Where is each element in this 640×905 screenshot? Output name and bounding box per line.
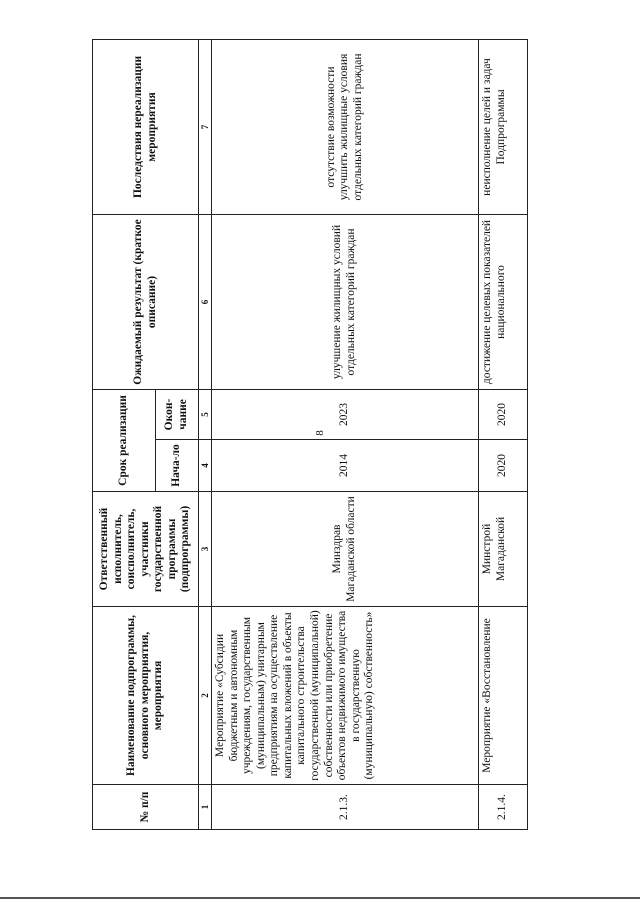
- column-index: 1: [199, 785, 212, 830]
- column-index: 3: [199, 492, 212, 607]
- row-result: улучшение жилищных условий отдельных категорий граждан: [212, 214, 479, 389]
- activities-table: [92, 39, 528, 830]
- row-start: 2020: [479, 440, 528, 492]
- row-responsible: Минздрав Магаданской области: [212, 492, 479, 607]
- row-num: 2.1.4.: [479, 785, 528, 830]
- row-responsible: Минстрой Магаданской: [479, 492, 528, 607]
- column-index: 2: [199, 607, 212, 785]
- row-consequence: отсутствие возможности улучшить жилищные условия отдельных категорий граждан: [212, 39, 479, 214]
- page-number: 8: [314, 430, 326, 436]
- row-result: достижение целевых показателей национального: [479, 214, 528, 389]
- row-end: 2020: [479, 389, 528, 439]
- header-name: Наименование подпрограммы, основного мероприятия, мероприятия: [93, 607, 199, 785]
- table-row: [212, 39, 479, 829]
- row-end: 2023: [212, 389, 479, 439]
- page-bottom-edge: [0, 897, 640, 899]
- header-end: Окон-чание: [156, 389, 199, 439]
- header-consequence: Последствия нереализации мероприятия: [93, 39, 199, 214]
- header-num: № п/п: [93, 785, 199, 830]
- header-result: Ожидаемый результат (краткое описание): [93, 214, 199, 389]
- row-consequence: неисполнение целей и задач Подпрограммы: [479, 39, 528, 214]
- row-name: Мероприятие «Субсидии бюджетным и автономным учреждениям, государственным (муниципальным) унитарным предприятиям на осуществление капитальных вложений в объекты капитального строительства государственной (муниципальной) собственности или приобретение объектов недвижимого имущества в государственную (муниципальную) собственность»: [212, 607, 479, 785]
- header-term: Срок реализации: [93, 389, 156, 491]
- rotated-table-container: [92, 40, 600, 830]
- header-start: Нача-ло: [156, 440, 199, 492]
- row-num: 2.1.3.: [212, 785, 479, 830]
- row-start: 2014: [212, 440, 479, 492]
- header-responsible: Ответственный исполнитель, соисполнитель, участники государственной программы (подпрограммы): [93, 492, 199, 607]
- column-index-row: [199, 39, 212, 829]
- header-row: [93, 39, 156, 829]
- column-index: 7: [199, 39, 212, 214]
- column-index: 4: [199, 440, 212, 492]
- table-row: [479, 39, 528, 829]
- row-name: Мероприятие «Восстановление: [479, 607, 528, 785]
- column-index: 5: [199, 389, 212, 439]
- column-index: 6: [199, 214, 212, 389]
